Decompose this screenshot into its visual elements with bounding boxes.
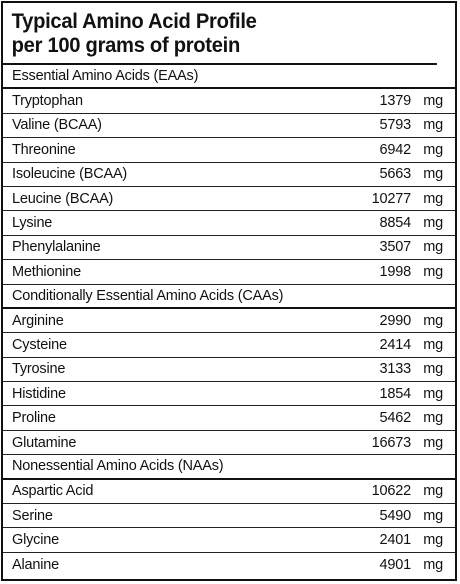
amount-unit: mg xyxy=(423,336,443,353)
amino-acid-quantity xyxy=(380,264,443,280)
table-row xyxy=(3,187,455,211)
table-row xyxy=(3,358,455,382)
table-row xyxy=(3,528,455,552)
table-row xyxy=(3,333,455,357)
amino-acid-name: Arginine xyxy=(12,312,64,329)
table-row xyxy=(3,382,455,406)
amount-unit: mg xyxy=(423,434,443,451)
amino-acid-name: Glutamine xyxy=(12,434,77,451)
amino-acid-name: Serine xyxy=(12,507,53,524)
amino-acid-name: Alanine xyxy=(12,557,59,573)
table-row xyxy=(3,138,455,162)
amount-unit: mg xyxy=(423,507,443,524)
amino-acid-quantity xyxy=(380,117,443,133)
amino-acid-name: Aspartic Acid xyxy=(12,483,94,500)
amount-unit: mg xyxy=(423,361,443,378)
amino-acid-name: Cysteine xyxy=(12,336,67,353)
amino-acid-quantity xyxy=(380,337,443,353)
profile-title xyxy=(3,3,437,65)
amount-unit: mg xyxy=(423,312,443,329)
amino-acid-quantity xyxy=(380,410,443,426)
amount-unit: mg xyxy=(423,263,443,280)
table-row xyxy=(3,406,455,430)
amount-value: 3133 xyxy=(379,361,411,378)
amino-acid-name: Leucine (BCAA) xyxy=(12,190,114,207)
amino-acid-name: Valine (BCAA) xyxy=(12,117,102,134)
amino-acid-name: Histidine xyxy=(12,385,66,402)
amount-unit: mg xyxy=(423,93,443,110)
table-row xyxy=(3,309,455,333)
amount-unit: mg xyxy=(423,117,443,134)
amount-value: 2401 xyxy=(379,532,411,549)
amount-value: 6942 xyxy=(379,141,411,158)
amount-value: 8854 xyxy=(379,215,411,232)
amino-acid-name: Tryptophan xyxy=(12,93,83,110)
table-row xyxy=(3,260,455,284)
amino-acid-quantity xyxy=(380,93,443,109)
amino-acid-name: Isoleucine (BCAA) xyxy=(12,166,128,183)
amount-value: 1998 xyxy=(379,263,411,280)
amino-acid-name: Lysine xyxy=(12,215,53,232)
amino-acid-table xyxy=(3,65,455,577)
amount-value: 2414 xyxy=(379,336,411,353)
amount-unit: mg xyxy=(423,190,443,207)
amount-value: 5490 xyxy=(379,507,411,524)
section-heading: Nonessential Amino Acids (NAAs) xyxy=(3,455,455,479)
title-line-2: per 100 grams of protein xyxy=(11,34,240,57)
amino-acid-quantity xyxy=(380,166,443,182)
amount-value: 10622 xyxy=(371,483,411,500)
table-row xyxy=(3,89,455,113)
table-row xyxy=(3,163,455,187)
amino-acid-quantity xyxy=(380,313,443,329)
table-row xyxy=(3,211,455,235)
amount-unit: mg xyxy=(423,215,443,232)
amino-acid-name: Proline xyxy=(12,410,56,427)
amount-unit: mg xyxy=(423,385,443,402)
amino-acid-quantity xyxy=(372,483,443,499)
amino-acid-quantity xyxy=(380,532,443,548)
table-row xyxy=(3,431,455,455)
title-line-1: Typical Amino Acid Profile xyxy=(11,10,257,33)
amount-unit: mg xyxy=(423,166,443,183)
amino-acid-quantity xyxy=(372,435,443,451)
amino-acid-quantity xyxy=(380,239,443,255)
amount-value: 5793 xyxy=(379,117,411,134)
amino-acid-quantity xyxy=(380,215,443,231)
amino-acid-quantity xyxy=(372,191,443,207)
table-row xyxy=(3,480,455,504)
amino-acid-name: Threonine xyxy=(12,141,76,158)
section-heading: Conditionally Essential Amino Acids (CAAs) xyxy=(3,285,455,309)
amount-unit: mg xyxy=(423,557,443,573)
amount-value: 3507 xyxy=(379,239,411,256)
amino-acid-quantity xyxy=(380,386,443,402)
amount-unit: mg xyxy=(423,483,443,500)
amino-acid-quantity xyxy=(380,361,443,377)
amount-value: 4901 xyxy=(379,557,411,573)
amino-acid-quantity xyxy=(380,508,443,524)
amount-unit: mg xyxy=(423,239,443,256)
amount-value: 1854 xyxy=(379,385,411,402)
amount-unit: mg xyxy=(423,532,443,549)
amino-acid-name: Tyrosine xyxy=(12,361,66,378)
amount-value: 5663 xyxy=(379,166,411,183)
amount-value: 5462 xyxy=(379,410,411,427)
amino-acid-quantity xyxy=(380,142,443,158)
table-row xyxy=(3,114,455,138)
amount-value: 2990 xyxy=(379,312,411,329)
amount-unit: mg xyxy=(423,141,443,158)
amount-value: 16673 xyxy=(371,434,411,451)
amount-value: 10277 xyxy=(371,190,411,207)
table-row xyxy=(3,236,455,260)
section-heading: Essential Amino Acids (EAAs) xyxy=(3,65,455,89)
table-row xyxy=(3,553,455,577)
table-row xyxy=(3,504,455,528)
amino-acid-name: Methionine xyxy=(12,263,81,280)
amount-unit: mg xyxy=(423,410,443,427)
amino-acid-profile-panel xyxy=(1,1,457,581)
amino-acid-name: Glycine xyxy=(12,532,59,549)
amount-value: 1379 xyxy=(379,93,411,110)
amino-acid-name: Phenylalanine xyxy=(12,239,101,256)
amino-acid-quantity xyxy=(380,557,443,573)
